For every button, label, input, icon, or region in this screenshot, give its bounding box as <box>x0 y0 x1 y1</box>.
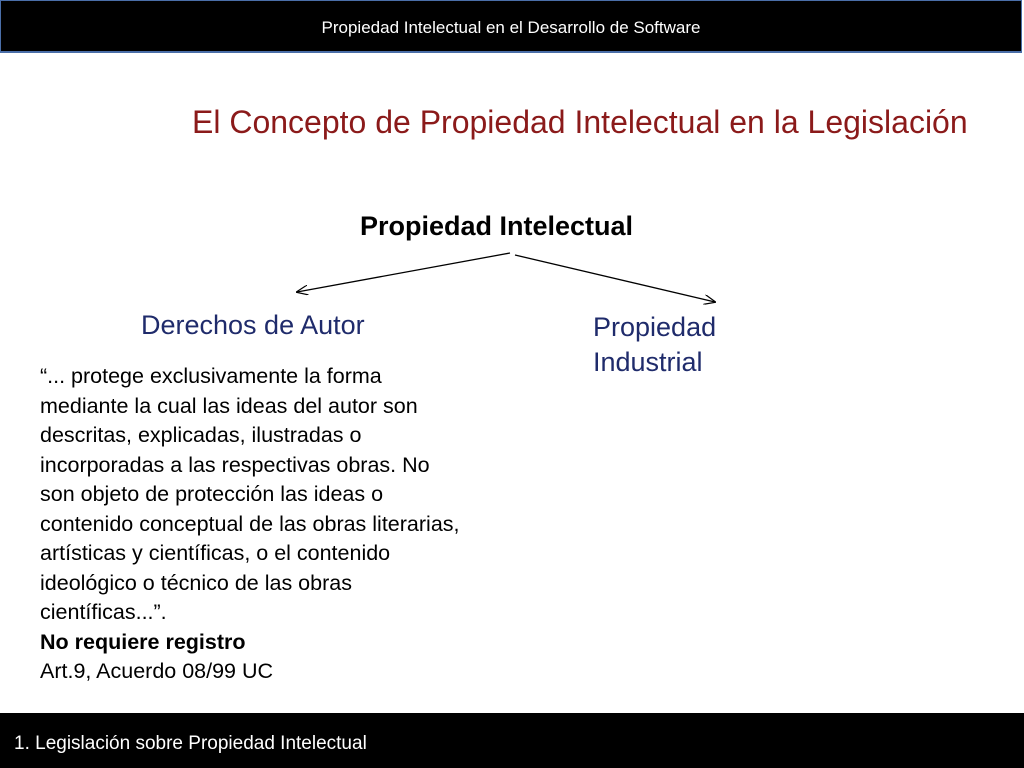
header-banner <box>0 0 1022 53</box>
slide-title: El Concepto de Propiedad Intelectual en la Legislación <box>192 104 968 140</box>
branch-right-line1: Propiedad <box>593 312 717 342</box>
diagram-root-node: Propiedad Intelectual <box>360 211 634 241</box>
branch-right-line2: Industrial <box>593 347 703 377</box>
quote-source: Art.9, Acuerdo 08/99 UC <box>40 659 274 683</box>
branch-propiedad-industrial <box>593 310 793 380</box>
arrow-to-right-branch <box>515 255 715 302</box>
quote-note: No requiere registro <box>40 629 246 654</box>
branch-derechos-de-autor: Derechos de Autor <box>141 310 365 340</box>
quote-block <box>40 362 460 687</box>
arrow-to-left-branch <box>297 253 510 292</box>
footer-banner <box>0 713 1024 768</box>
header-banner-title: Propiedad Intelectual en el Desarrollo de Software <box>321 18 701 37</box>
quote-text: “... protege exclusivamente la forma mediante la cual las ideas del autor son descritas, explicadas, ilustradas o incorporadas a las respectivas obras. No son objeto de protección las ideas o contenido conceptual de las obras literarias, artísticas y científicas, o el contenido ideológico o técnico de las obras científicas...”. <box>40 364 460 624</box>
footer-section-label: 1. Legislación sobre Propiedad Intelectual <box>14 733 367 754</box>
